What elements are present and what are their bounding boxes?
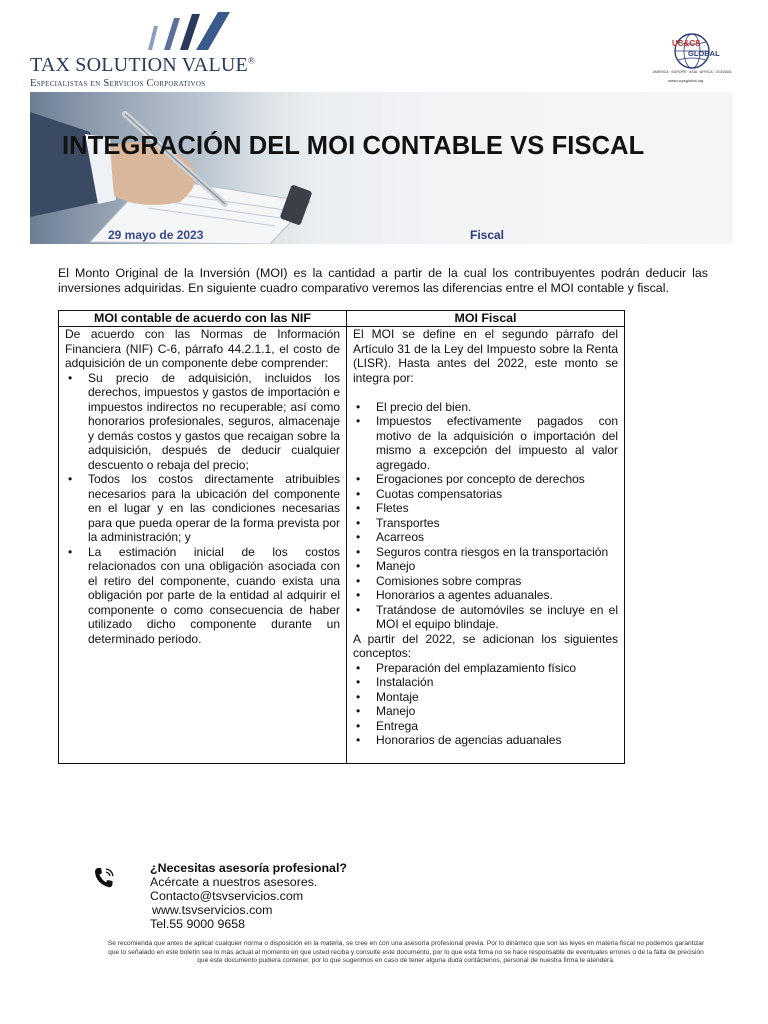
fiscal-list-2022 xyxy=(353,661,618,748)
contact-line: Acércate a nuestros asesores. xyxy=(150,875,318,889)
fiscal-list xyxy=(353,400,618,632)
list-item: • Transportes xyxy=(356,515,440,530)
company-logo xyxy=(28,10,255,90)
fiscal-column-body xyxy=(347,327,624,748)
list-item: • Instalación xyxy=(356,675,434,689)
svg-text:GLOBAL: GLOBAL xyxy=(688,49,720,58)
contact-question: ¿Necesitas asesoría profesional? xyxy=(150,861,347,875)
comparison-table xyxy=(58,310,625,764)
list-item: • Su precio de adquisición, incluidos los derechos, impuestos y gastos de importación e impuestos indirectos no recuperable; así como honorarios profesionales, seguros, almacenaje y demás costos y gastos que recaigan sobre la adquisición, después de deducir cualquier descuento o rebaja del precio; xyxy=(68,370,340,472)
contact-email-link[interactable]: Contacto@tsvservicios.com xyxy=(150,889,304,903)
list-item: • Fletes xyxy=(356,501,409,515)
fiscal-intro: El MOI se define en el segundo párrafo del Artículo 31 de la Ley del Impuesto sobre la Renta (LISR). Hasta antes del 2022, este monto se integra por: xyxy=(353,327,618,385)
logo-subtitle: Especialistas en Servicios Corporativos xyxy=(30,78,206,89)
nif-list xyxy=(65,371,340,647)
logo-title: TAX SOLUTION VALUE® xyxy=(30,54,255,76)
list-item: • Manejo xyxy=(356,559,416,573)
partner-regions: AMERICA · EUROPE · ASIA · AFRICA · OCEANIA xyxy=(652,70,732,74)
partner-logo xyxy=(650,32,734,88)
hand-writing-image xyxy=(30,92,330,244)
list-item: • Acarreos xyxy=(356,530,425,544)
list-item: • Manejo xyxy=(356,704,416,718)
logo-mark-icon xyxy=(144,12,234,52)
list-item: • Todos los costos directamente atribuibles necesarios para la ubicación del componente en el lugar y en las condiciones necesarias para que pueda operar de la forma prevista por la administración; y xyxy=(68,472,340,544)
list-item: • Impuestos efectivamente pagados con motivo de la adquisición o importación del mismo a excepción del impuesto al valor agregado. xyxy=(356,414,618,472)
list-item: • Erogaciones por concepto de derechos xyxy=(356,472,585,486)
nif-intro: De acuerdo con las Normas de Información Financiera (NIF) C-6, párrafo 44.2.1.1, el costo de adquisición de un componente debe comprender: xyxy=(65,327,340,370)
list-item: • Comisiones sobre compras xyxy=(356,573,522,588)
category-label: Fiscal xyxy=(470,228,505,242)
phone-icon xyxy=(92,866,116,890)
list-item: • Honorarios de agencias aduanales xyxy=(356,733,562,747)
disclaimer-text: Se recomienda que antes de aplicar cualquier norma o disposición en la materia, se cree en con una asesoría profesional previa. Por lo dinámico que son las leyes en materia fiscal no podemos garantizar que lo señalado en este boletín sea lo más actual al momento en que usted reciba y consulte este documento, por lo que esta firma no se hace responsable de eventuales errores o de la falta de precisión que este documento pudiera contener, por lo que sugerimos en caso de tener alguna duda contáctenos, personal de nuestra firma le atenderá. xyxy=(107,940,705,965)
partner-url: www.uccsglobal.org xyxy=(668,78,704,83)
fiscal-column xyxy=(347,311,624,763)
contact-website-link[interactable]: www.tsvservicios.com xyxy=(152,903,273,917)
globe-icon xyxy=(650,32,734,70)
list-item: • Seguros contra riesgos en la transportación xyxy=(356,544,609,559)
nif-column xyxy=(59,311,347,763)
list-item: • Cuotas compensatorias xyxy=(356,486,503,501)
list-item: • Entrega xyxy=(356,718,419,733)
contact-block xyxy=(150,861,347,931)
list-item: • El precio del bien. xyxy=(356,399,472,414)
publish-date: 29 mayo de 2023 xyxy=(108,228,204,242)
list-item: • Montaje xyxy=(356,689,419,704)
list-item: • Tratándose de automóviles se incluye en el MOI el equipo blindaje. xyxy=(356,602,618,631)
nif-column-heading: MOI contable de acuerdo con las NIF xyxy=(59,311,346,327)
list-item: • La estimación inicial de los costos relacionados con una obligación asociada con el retiro del componente, cuando exista una obligación por parte de la entidad al adquirir el componente o como consecuencia de haber utilizado dicho componente durante un determinado periodo. xyxy=(68,544,340,646)
page-title: INTEGRACIÓN DEL MOI CONTABLE VS FISCAL xyxy=(62,132,645,160)
fiscal-intro-2022: A partir del 2022, se adicionan los siguientes conceptos: xyxy=(353,631,618,660)
nif-column-body xyxy=(59,327,346,646)
contact-phone: Tel.55 9000 9658 xyxy=(150,917,246,931)
fiscal-column-heading: MOI Fiscal xyxy=(347,311,624,327)
list-item: • Preparación del emplazamiento físico xyxy=(356,660,577,675)
hero-banner xyxy=(30,92,733,244)
intro-paragraph: El Monto Original de la Inversión (MOI) es la cantidad a partir de la cual los contribuyentes podrán deducir las inversiones adquiridas. En siguiente cuadro comparativo veremos las diferencias entre el MOI contable y fiscal. xyxy=(58,266,708,295)
list-item: • Honorarios a agentes aduanales. xyxy=(356,588,553,602)
svg-text:UC&CS: UC&CS xyxy=(672,39,701,48)
